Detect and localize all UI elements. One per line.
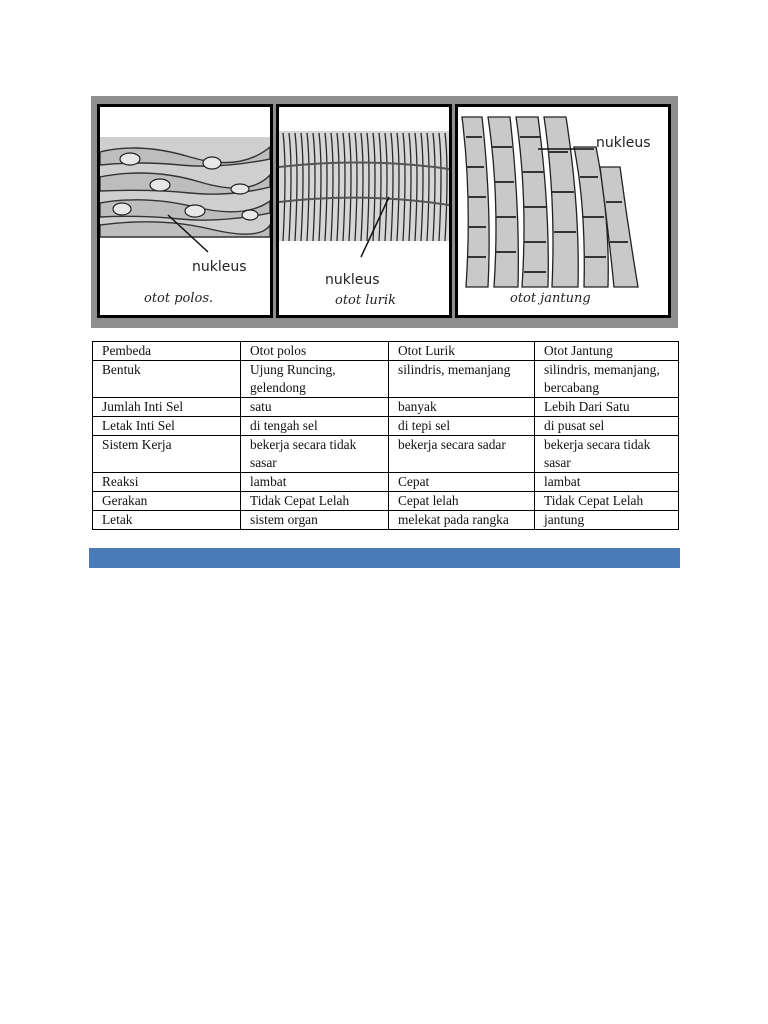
table-cell: Tidak Cepat Lelah [535,492,679,511]
table-cell: jantung [535,511,679,530]
table-cell: Sistem Kerja [93,436,241,473]
muscle-figure [91,96,678,328]
smooth-muscle-drawing [100,107,270,315]
table-cell: sistem organ [241,511,389,530]
table-cell: Reaksi [93,473,241,492]
table-cell: Tidak Cepat Lelah [241,492,389,511]
table-cell: bekerja secara tidak sasar [535,436,679,473]
nucleus-label: nukleus [192,259,247,275]
table-cell: banyak [389,398,535,417]
table-row [93,398,679,417]
table-cell: bekerja secara tidak sasar [241,436,389,473]
table-row [93,511,679,530]
table-cell: Lebih Dari Satu [535,398,679,417]
table-cell: Bentuk [93,361,241,398]
panel-otot-polos [97,104,273,318]
comparison-table [92,341,679,530]
table-cell: Ujung Runcing, gelendong [241,361,389,398]
table-row [93,492,679,511]
table-cell: di tengah sel [241,417,389,436]
nucleus-label: nukleus [325,272,380,288]
header-cell: Otot polos [241,342,389,361]
panel-otot-lurik [276,104,452,318]
table-cell: Jumlah Inti Sel [93,398,241,417]
nucleus-label: nukleus [596,135,651,151]
header-cell: Pembeda [93,342,241,361]
table-cell: Letak Inti Sel [93,417,241,436]
caption-otot-jantung: otot jantung [510,291,591,306]
decorative-bar [89,548,680,568]
table-cell: silindris, memanjang, bercabang [535,361,679,398]
table-row [93,417,679,436]
table-cell: Gerakan [93,492,241,511]
table-cell: satu [241,398,389,417]
table-cell: melekat pada rangka [389,511,535,530]
header-cell: Otot Jantung [535,342,679,361]
table-cell: Cepat [389,473,535,492]
table-header-row [93,342,679,361]
table-cell: bekerja secara sadar [389,436,535,473]
table-cell: silindris, memanjang [389,361,535,398]
table-cell: Letak [93,511,241,530]
caption-otot-polos: otot polos. [144,291,214,306]
table-cell: di tepi sel [389,417,535,436]
table-cell: lambat [535,473,679,492]
table-row [93,473,679,492]
panel-otot-jantung [455,104,671,318]
table-row [93,361,679,398]
table-row [93,436,679,473]
table-cell: lambat [241,473,389,492]
caption-otot-lurik: otot lurik [335,293,397,308]
table-cell: di pusat sel [535,417,679,436]
table-cell: Cepat lelah [389,492,535,511]
header-cell: Otot Lurik [389,342,535,361]
